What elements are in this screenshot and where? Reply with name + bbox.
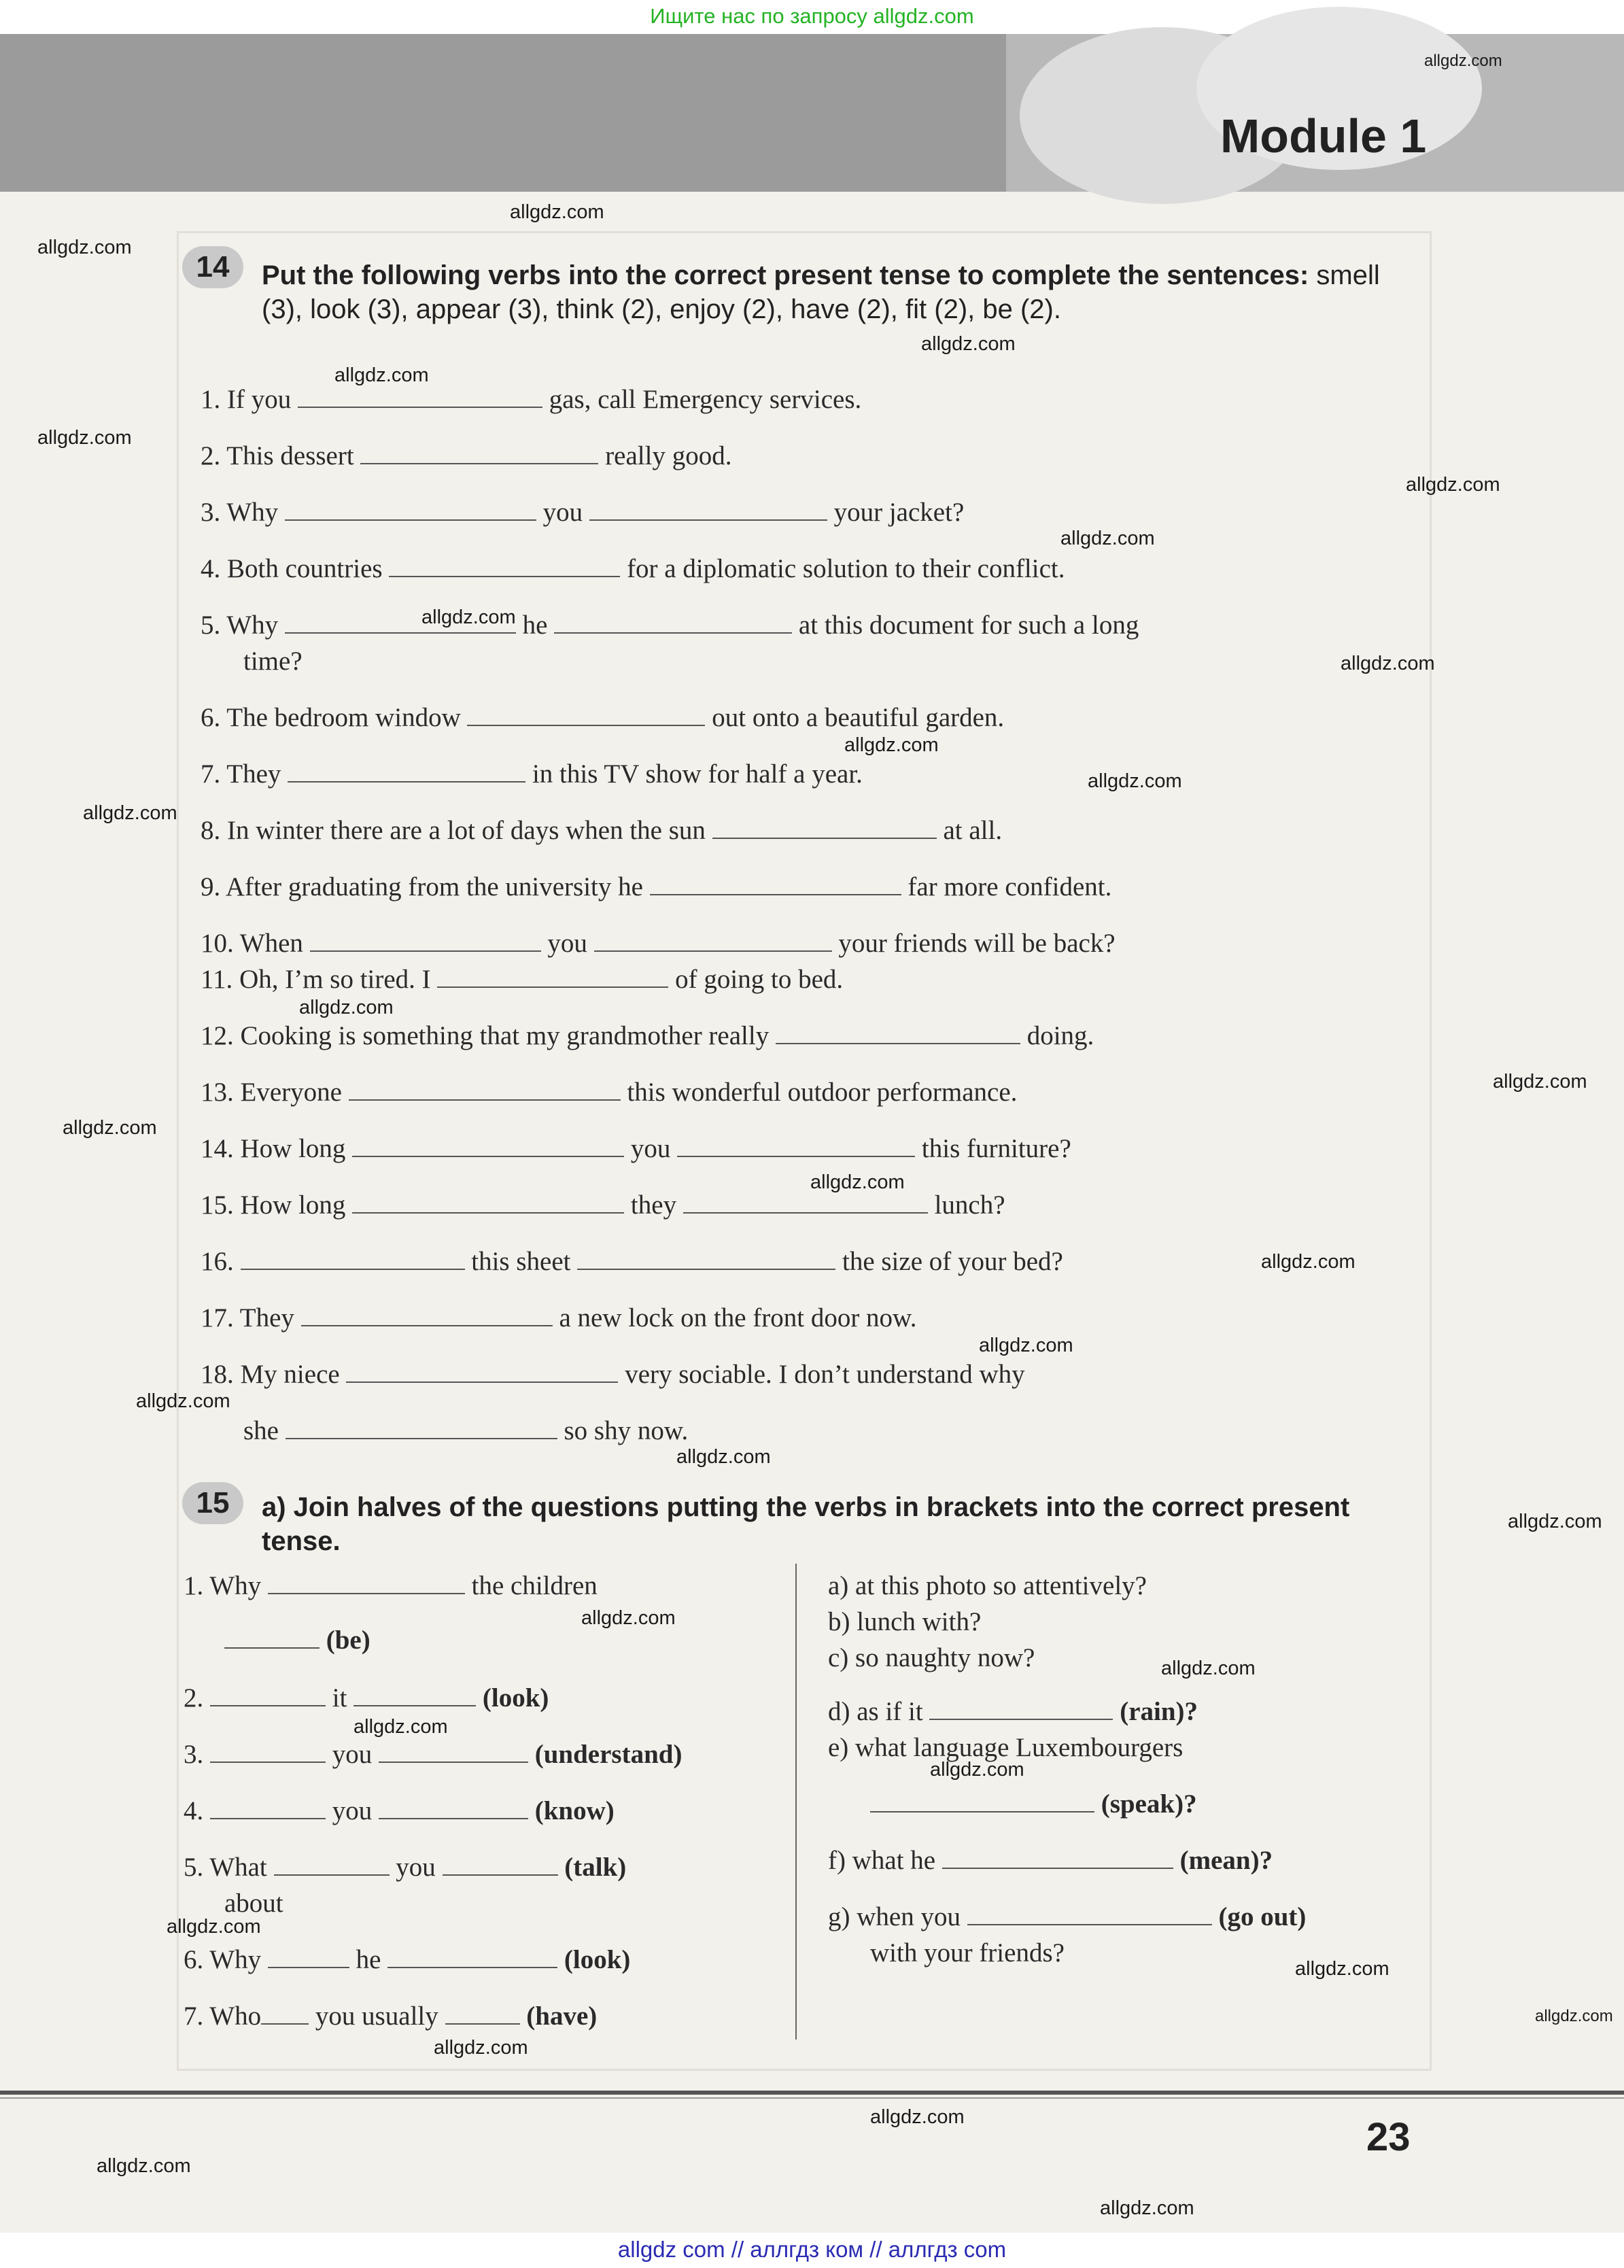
answer-blank[interactable]: [268, 1946, 349, 1968]
answer-blank[interactable]: [224, 1627, 319, 1649]
answer-blank[interactable]: [286, 1418, 557, 1439]
ex14-item-16: 16. this sheet the size of your bed?: [201, 1247, 1063, 1276]
ex14-item-17: 17. They a new lock on the front door now.: [201, 1303, 917, 1333]
watermark: allgdz.com: [844, 734, 939, 756]
watermark: allgdz.com: [299, 997, 394, 1018]
answer-blank[interactable]: [594, 930, 832, 952]
ex14-item-12: 12. Cooking is something that my grandmother really doing.: [201, 1021, 1094, 1050]
watermark: allgdz.com: [83, 802, 177, 824]
answer-blank[interactable]: [577, 1248, 835, 1270]
ex14-item-1: 1. If you gas, call Emergency services.: [201, 385, 862, 414]
watermark: allgdz.com: [1341, 653, 1435, 674]
watermark: allgdz.com: [1508, 1511, 1602, 1532]
ex15-right-b: b) lunch with?: [828, 1607, 982, 1636]
ex15-left-3: 3. you (understand): [184, 1740, 683, 1769]
ex14-item-8: 8. In winter there are a lot of days when the sun at all.: [201, 816, 1003, 845]
instruction-bold: Put the following verbs into the correct present tense to complete the sentences:: [262, 260, 1309, 290]
answer-blank[interactable]: [360, 443, 598, 464]
ex15-right-f: f) what he (mean)?: [828, 1846, 1273, 1875]
answer-blank[interactable]: [467, 704, 705, 726]
answer-blank[interactable]: [298, 386, 542, 408]
ex15-left-5: 5. What you (talk): [184, 1853, 627, 1882]
watermark: allgdz.com: [1100, 2197, 1194, 2219]
watermark: allgdz.com: [63, 1117, 157, 1139]
ex14-item-6: 6. The bedroom window out onto a beautiful garden.: [201, 703, 1005, 732]
watermark: allgdz.com: [1261, 1251, 1355, 1273]
ex15-left-7: 7. Who you usually (have): [184, 2001, 598, 2031]
ex15-right-e-cont: (speak)?: [870, 1789, 1197, 1819]
top-banner[interactable]: Ищите нас по запросу allgdz.com: [0, 0, 1624, 34]
watermark: allgdz.com: [810, 1171, 905, 1193]
watermark: allgdz.com: [930, 1759, 1024, 1781]
ex15-left-1-cont: (be): [224, 1625, 370, 1655]
answer-blank[interactable]: [261, 2003, 309, 2025]
watermark: allgdz.com: [37, 427, 132, 449]
watermark: allgdz.com: [1424, 52, 1502, 70]
watermark: allgdz.com: [1161, 1657, 1256, 1679]
watermark: allgdz.com: [1088, 770, 1182, 792]
watermark: allgdz.com: [167, 1916, 261, 1938]
answer-blank[interactable]: [210, 1741, 326, 1763]
ex15-right-a: a) at this photo so attentively?: [828, 1571, 1147, 1600]
watermark: allgdz.com: [921, 333, 1016, 355]
ex14-item-4: 4. Both countries for a diplomatic solution to their conflict.: [201, 554, 1065, 583]
answer-blank[interactable]: [437, 966, 668, 988]
column-separator: [795, 1564, 797, 2040]
bottom-rule-thin: [0, 2097, 1624, 2099]
answer-blank[interactable]: [346, 1361, 618, 1383]
watermark: allgdz.com: [1493, 1071, 1587, 1093]
instruction-verbs: smell (3), look (3), appear (3), think (2), enjoy (2), have (2), fit (2), be (2).: [262, 260, 1380, 324]
watermark: allgdz.com: [870, 2106, 965, 2128]
answer-blank[interactable]: [650, 874, 901, 895]
answer-blank[interactable]: [967, 1904, 1212, 1925]
watermark: allgdz.com: [37, 237, 132, 258]
answer-blank[interactable]: [349, 1079, 621, 1101]
answer-blank[interactable]: [352, 1135, 624, 1157]
answer-blank[interactable]: [274, 1854, 390, 1876]
ex14-item-3: 3. Why you your jacket?: [201, 498, 965, 527]
bottom-rule: [0, 2091, 1624, 2095]
ex15-left-2: 2. it (look): [184, 1683, 549, 1713]
ex14-item-9: 9. After graduating from the university he far more confident.: [201, 872, 1112, 901]
ex14-item-13: 13. Everyone this wonderful outdoor performance.: [201, 1078, 1018, 1107]
ex15-right-d: d) as if it (rain)?: [828, 1697, 1198, 1726]
ex15-right-e: e) what language Luxembourgers: [828, 1733, 1184, 1762]
answer-blank[interactable]: [285, 499, 536, 521]
ex14-item-2: 2. This dessert really good.: [201, 441, 732, 470]
answer-blank[interactable]: [387, 1946, 557, 1968]
module-title: Module 1: [1220, 109, 1427, 162]
ex15-right-g: g) when you (go out): [828, 1902, 1307, 1931]
ex15-left-4: 4. you (know): [184, 1796, 615, 1825]
answer-blank[interactable]: [443, 1854, 558, 1876]
ex15-left-5-cont: about: [224, 1889, 283, 1918]
answer-blank[interactable]: [554, 612, 792, 634]
ex14-item-18: 18. My niece very sociable. I don’t understand why: [201, 1360, 1025, 1389]
answer-blank[interactable]: [683, 1192, 928, 1214]
exercise-14-instruction: [262, 258, 1417, 326]
answer-blank[interactable]: [712, 817, 937, 839]
answer-blank[interactable]: [677, 1135, 915, 1157]
watermark: allgdz.com: [581, 1607, 676, 1629]
footer-links[interactable]: allgdz com // аллгдз ком // аллгдз com: [0, 2233, 1624, 2268]
ex14-item-7: 7. They in this TV show for half a year.: [201, 759, 863, 789]
answer-blank[interactable]: [241, 1248, 465, 1270]
exercise-14-badge: 14: [182, 246, 243, 288]
answer-blank[interactable]: [288, 761, 525, 783]
answer-blank[interactable]: [870, 1791, 1094, 1812]
ex14-item-5-cont: time?: [243, 647, 303, 676]
ex15-left-6: 6. Why he (look): [184, 1945, 631, 1974]
page-number: 23: [1366, 2115, 1411, 2159]
answer-blank[interactable]: [942, 1847, 1173, 1869]
answer-blank[interactable]: [445, 2003, 520, 2025]
exercise-15-badge: 15: [182, 1482, 243, 1524]
ex15-right-g-cont: with your friends?: [870, 1938, 1065, 1968]
watermark: allgdz.com: [434, 2037, 528, 2059]
answer-blank[interactable]: [301, 1305, 553, 1326]
ex14-item-5: 5. Why he at this document for such a long: [201, 611, 1139, 640]
answer-blank[interactable]: [929, 1698, 1113, 1720]
watermark: allgdz.com: [97, 2155, 191, 2177]
answer-blank[interactable]: [589, 499, 827, 521]
answer-blank[interactable]: [210, 1685, 326, 1706]
ex15-left-1: 1. Why the children: [184, 1571, 598, 1600]
watermark: allgdz.com: [510, 201, 604, 223]
ex14-item-18-cont: she so shy now.: [243, 1416, 689, 1445]
answer-blank[interactable]: [776, 1023, 1020, 1044]
answer-blank[interactable]: [210, 1798, 326, 1819]
watermark: allgdz.com: [676, 1446, 771, 1468]
watermark: allgdz.com: [1406, 474, 1500, 496]
watermark: allgdz.com: [353, 1716, 448, 1738]
answer-blank[interactable]: [379, 1798, 528, 1819]
watermark: allgdz.com: [979, 1335, 1073, 1356]
answer-blank[interactable]: [310, 930, 541, 952]
watermark: allgdz.com: [1295, 1958, 1389, 1980]
watermark: allgdz.com: [1535, 2007, 1613, 2025]
watermark: allgdz.com: [421, 606, 516, 628]
ex14-item-10: 10. When you your friends will be back?: [201, 929, 1116, 958]
watermark: allgdz.com: [1060, 528, 1155, 549]
answer-blank[interactable]: [353, 1685, 476, 1706]
exercise-15-instruction: a) Join halves of the questions putting the verbs in brackets into the correct present tense.: [262, 1492, 1350, 1556]
answer-blank[interactable]: [268, 1573, 465, 1594]
ex14-item-15: 15. How long they lunch?: [201, 1190, 1005, 1220]
ex15-right-c: c) so naughty now?: [828, 1643, 1035, 1672]
watermark: allgdz.com: [334, 364, 429, 386]
watermark: allgdz.com: [136, 1390, 230, 1412]
answer-blank[interactable]: [389, 555, 620, 577]
answer-blank[interactable]: [379, 1741, 528, 1763]
answer-blank[interactable]: [352, 1192, 624, 1214]
ex14-item-11: 11. Oh, I’m so tired. I of going to bed.: [201, 965, 844, 994]
ex14-item-14: 14. How long you this furniture?: [201, 1134, 1071, 1163]
